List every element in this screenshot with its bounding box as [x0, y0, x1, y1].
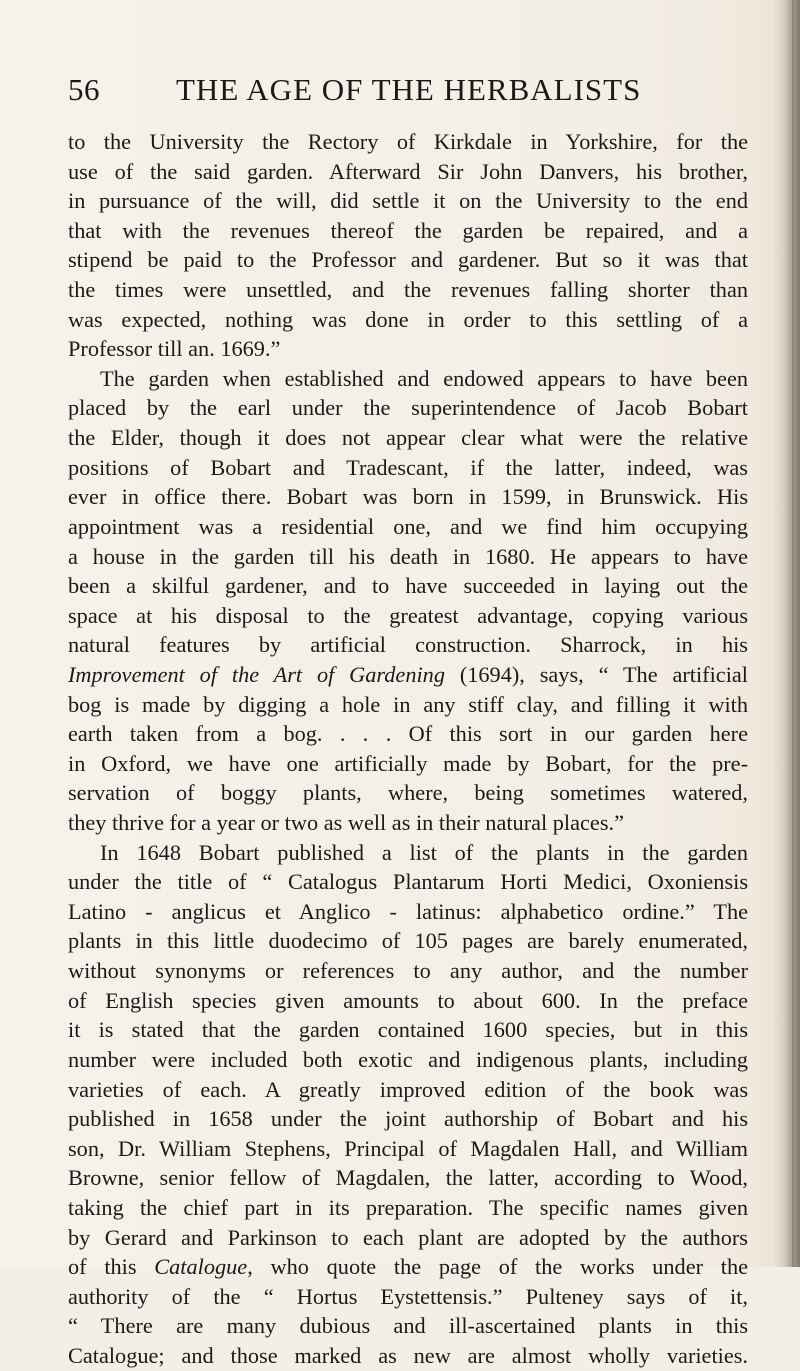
text-line-with-book-title	[68, 660, 748, 690]
text-line: the times were unsettled, and the revenues falling shorter than	[68, 277, 748, 303]
text-line: published in 1658 under the joint authorship of Bobart and his	[68, 1106, 748, 1132]
text-line: was expected, nothing was done in order to this settling of a	[68, 306, 748, 332]
text-fragment: of this	[68, 1254, 155, 1280]
text-line: placed by the earl under the superintendence of Jacob Bobart	[68, 395, 748, 421]
text-line: ever in office there. Bobart was born in 1599, in Brunswick. His	[68, 484, 748, 510]
text-line: Browne, senior fellow of Magdalen, the latter, according to Wood,	[68, 1165, 748, 1191]
text-line: natural features by artificial construction. Sharrock, in his	[68, 632, 748, 658]
text-line: appointment was a residential one, and we find him occupying	[68, 513, 748, 539]
text-line: the Elder, though it does not appear clear what were the relative	[68, 425, 748, 451]
book-title-italic: Catalogue	[154, 1254, 248, 1280]
text-line: that with the revenues thereof the garden be repaired, and a	[68, 217, 748, 243]
text-line: earth taken from a bog. . . . Of this sort in our garden here	[68, 721, 748, 747]
text-line: they thrive for a year or two as well as in their natural places.”	[68, 810, 624, 836]
text-line: “ There are many dubious and ill-ascertained plants in this	[68, 1313, 748, 1339]
text-line: number were included both exotic and indigenous plants, including	[68, 1046, 748, 1072]
text-line: stipend be paid to the Professor and gardener. But so it was that	[68, 247, 748, 273]
text-line: servation of boggy plants, where, being sometimes watered,	[68, 780, 748, 806]
text-line: a house in the garden till his death in 1680. He appears to have	[68, 543, 748, 569]
paragraph-start-line: The garden when established and endowed appears to have been	[100, 365, 748, 391]
book-title-italic: Improvement of the Art of Gardening	[68, 661, 445, 687]
running-head	[68, 70, 748, 110]
text-line: in Oxford, we have one artificially made by Bobart, for the pre-	[68, 750, 748, 776]
text-line: positions of Bobart and Tradescant, if the latter, indeed, was	[68, 454, 748, 480]
text-line: Professor till an. 1669.”	[68, 336, 281, 362]
text-fragment: , who quote the page of the works under the	[247, 1254, 749, 1280]
text-line: Catalogue; and those marked as new are almost wholly varieties.	[68, 1342, 748, 1368]
text-line: Latino - anglicus et Anglico - latinus: alphabetico ordine.” The	[68, 898, 748, 924]
text-line: under the title of “ Catalogus Plantarum Horti Medici, Oxoniensis	[68, 869, 748, 895]
text-fragment: (1694), says, “ The artificial	[444, 661, 748, 687]
text-line: without synonyms or references to any author, and the number	[68, 958, 748, 984]
text-line: to the University the Rectory of Kirkdale in Yorkshire, for the	[68, 129, 748, 154]
text-line: son, Dr. William Stephens, Principal of Magdalen Hall, and William	[68, 1135, 748, 1161]
text-line: by Gerard and Parkinson to each plant are adopted by the authors	[68, 1224, 748, 1250]
running-title: THE AGE OF THE HERBALISTS	[176, 72, 642, 107]
page-number: 56	[68, 72, 100, 107]
page-edge-line	[792, 0, 794, 1267]
text-line: varieties of each. A greatly improved edition of the book was	[68, 1076, 748, 1102]
text-line: bog is made by digging a hole in any stiff clay, and filling it with	[68, 691, 748, 717]
text-line: authority of the “ Hortus Eystettensis.” Pulteney says of it,	[68, 1283, 748, 1309]
text-line: been a skilful gardener, and to have succeeded in laying out the	[68, 573, 748, 599]
text-line: space at his disposal to the greatest advantage, copying various	[68, 602, 748, 628]
text-line: use of the said garden. Afterward Sir John Danvers, his brother,	[68, 158, 748, 184]
page-edge-shadow	[772, 0, 800, 1267]
paragraph-start-line: In 1648 Bobart published a list of the plants in the garden	[100, 839, 748, 865]
text-line: taking the chief part in its preparation. The specific names given	[68, 1194, 748, 1220]
text-line: plants in this little duodecimo of 105 pages are barely enumerated,	[68, 928, 748, 954]
text-line: in pursuance of the will, did settle it on the University to the end	[68, 188, 748, 214]
text-line: it is stated that the garden contained 1600 species, but in this	[68, 1017, 748, 1043]
body-text	[68, 127, 748, 1371]
text-line: of English species given amounts to about 600. In the preface	[68, 987, 748, 1013]
